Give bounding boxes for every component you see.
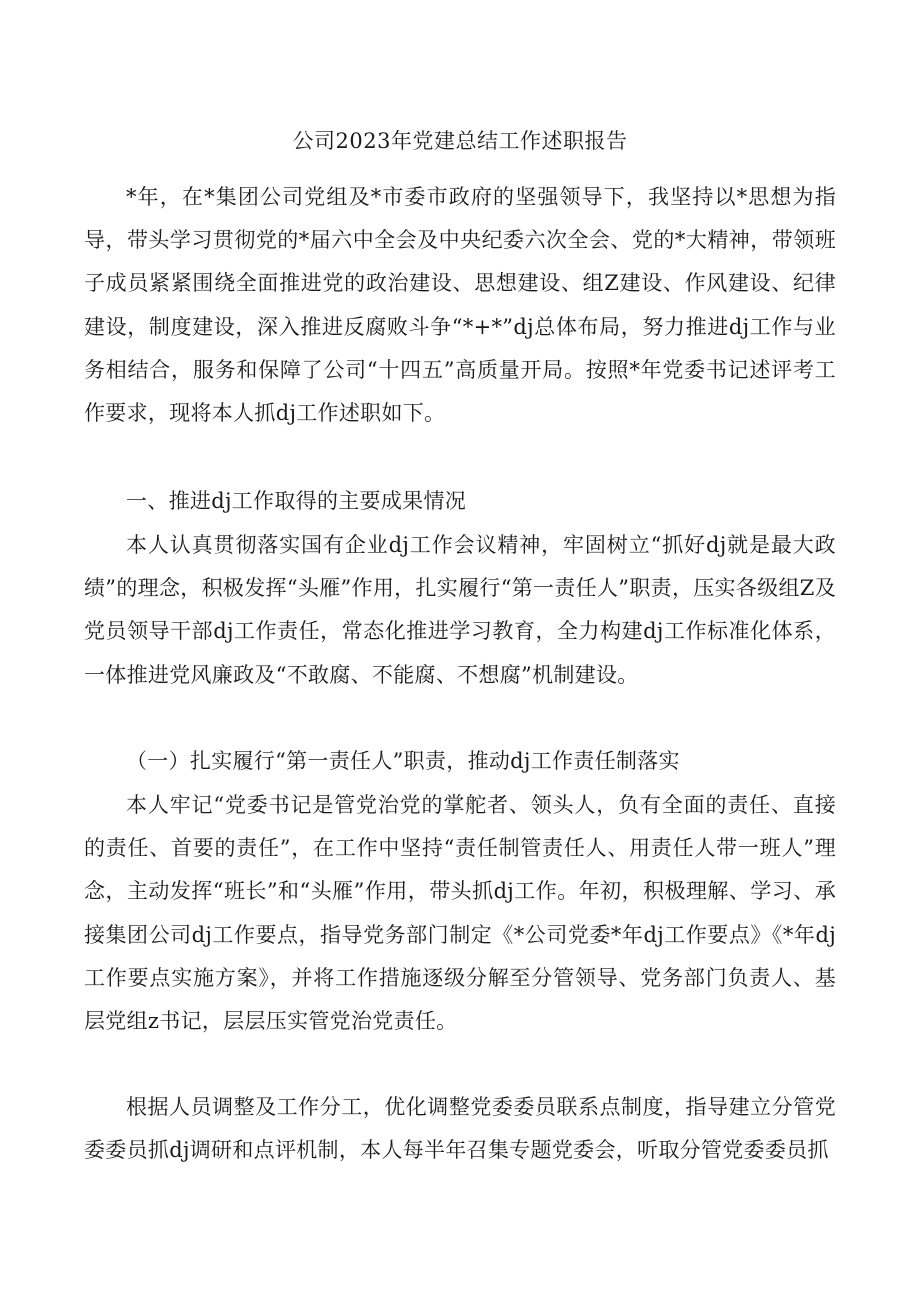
- body-paragraph-intro: *年，在*集团公司党组及*市委市政府的坚强领导下，我坚持以*思想为指导，带头学习贯彻党的*届六中全会及中央纪委六次全会、党的*大精神，带领班子成员紧紧围绕全面推进党的政治建设、思想建设、组Z建设、作风建设、纪律建设，制度建设，深入推进反腐败斗争“*+*”dj总体布局，努力推进dj工作与业务相结合，服务和保障了公司“十四五”高质量开局。按照*年党委书记述评考工作要求，现将本人抓dj工作述职如下。: [84, 185, 836, 426]
- body-paragraph-responsibility: 本人牢记“党委书记是管党治党的掌舵者、领头人，负有全面的责任、直接的责任、首要的责任”，在工作中坚持“责任制管责任人、用责任人带一班人”理念，主动发挥“班长”和“头雁”作用，带头抓dj工作。年初，积极理解、学习、承接集团公司dj工作要点，指导党务部门制定《*公司党委*年dj工作要点》《*年dj工作要点实施方案》，并将工作措施逐级分解至分管领导、党务部门负责人、基层党组z书记，层层压实管党治党责任。: [84, 793, 836, 1034]
- document-title: 公司2023年党建总结工作述职报告: [292, 129, 628, 153]
- subsection-heading-1: （一）扎实履行“第一责任人”职责，推动dj工作责任制落实: [126, 749, 680, 773]
- body-paragraph-adjustment: 根据人员调整及工作分工，优化调整党委委员联系点制度，指导建立分管党委委员抓dj调研和点评机制，本人每半年召集专题党委会，听取分管党委委员抓: [84, 1095, 836, 1163]
- body-paragraph-section-1: 本人认真贯彻落实国有企业dj工作会议精神，牢固树立“抓好dj就是最大政绩”的理念，积极发挥“头雁”作用，扎实履行“第一责任人”职责，压实各级组Z及党员领导干部dj工作责任，常态化推进学习教育，全力构建dj工作标准化体系，一体推进党风廉政及“不敢腐、不能腐、不想腐”机制建设。: [84, 533, 836, 687]
- section-heading-1: 一、推进dj工作取得的主要成果情况: [126, 489, 467, 513]
